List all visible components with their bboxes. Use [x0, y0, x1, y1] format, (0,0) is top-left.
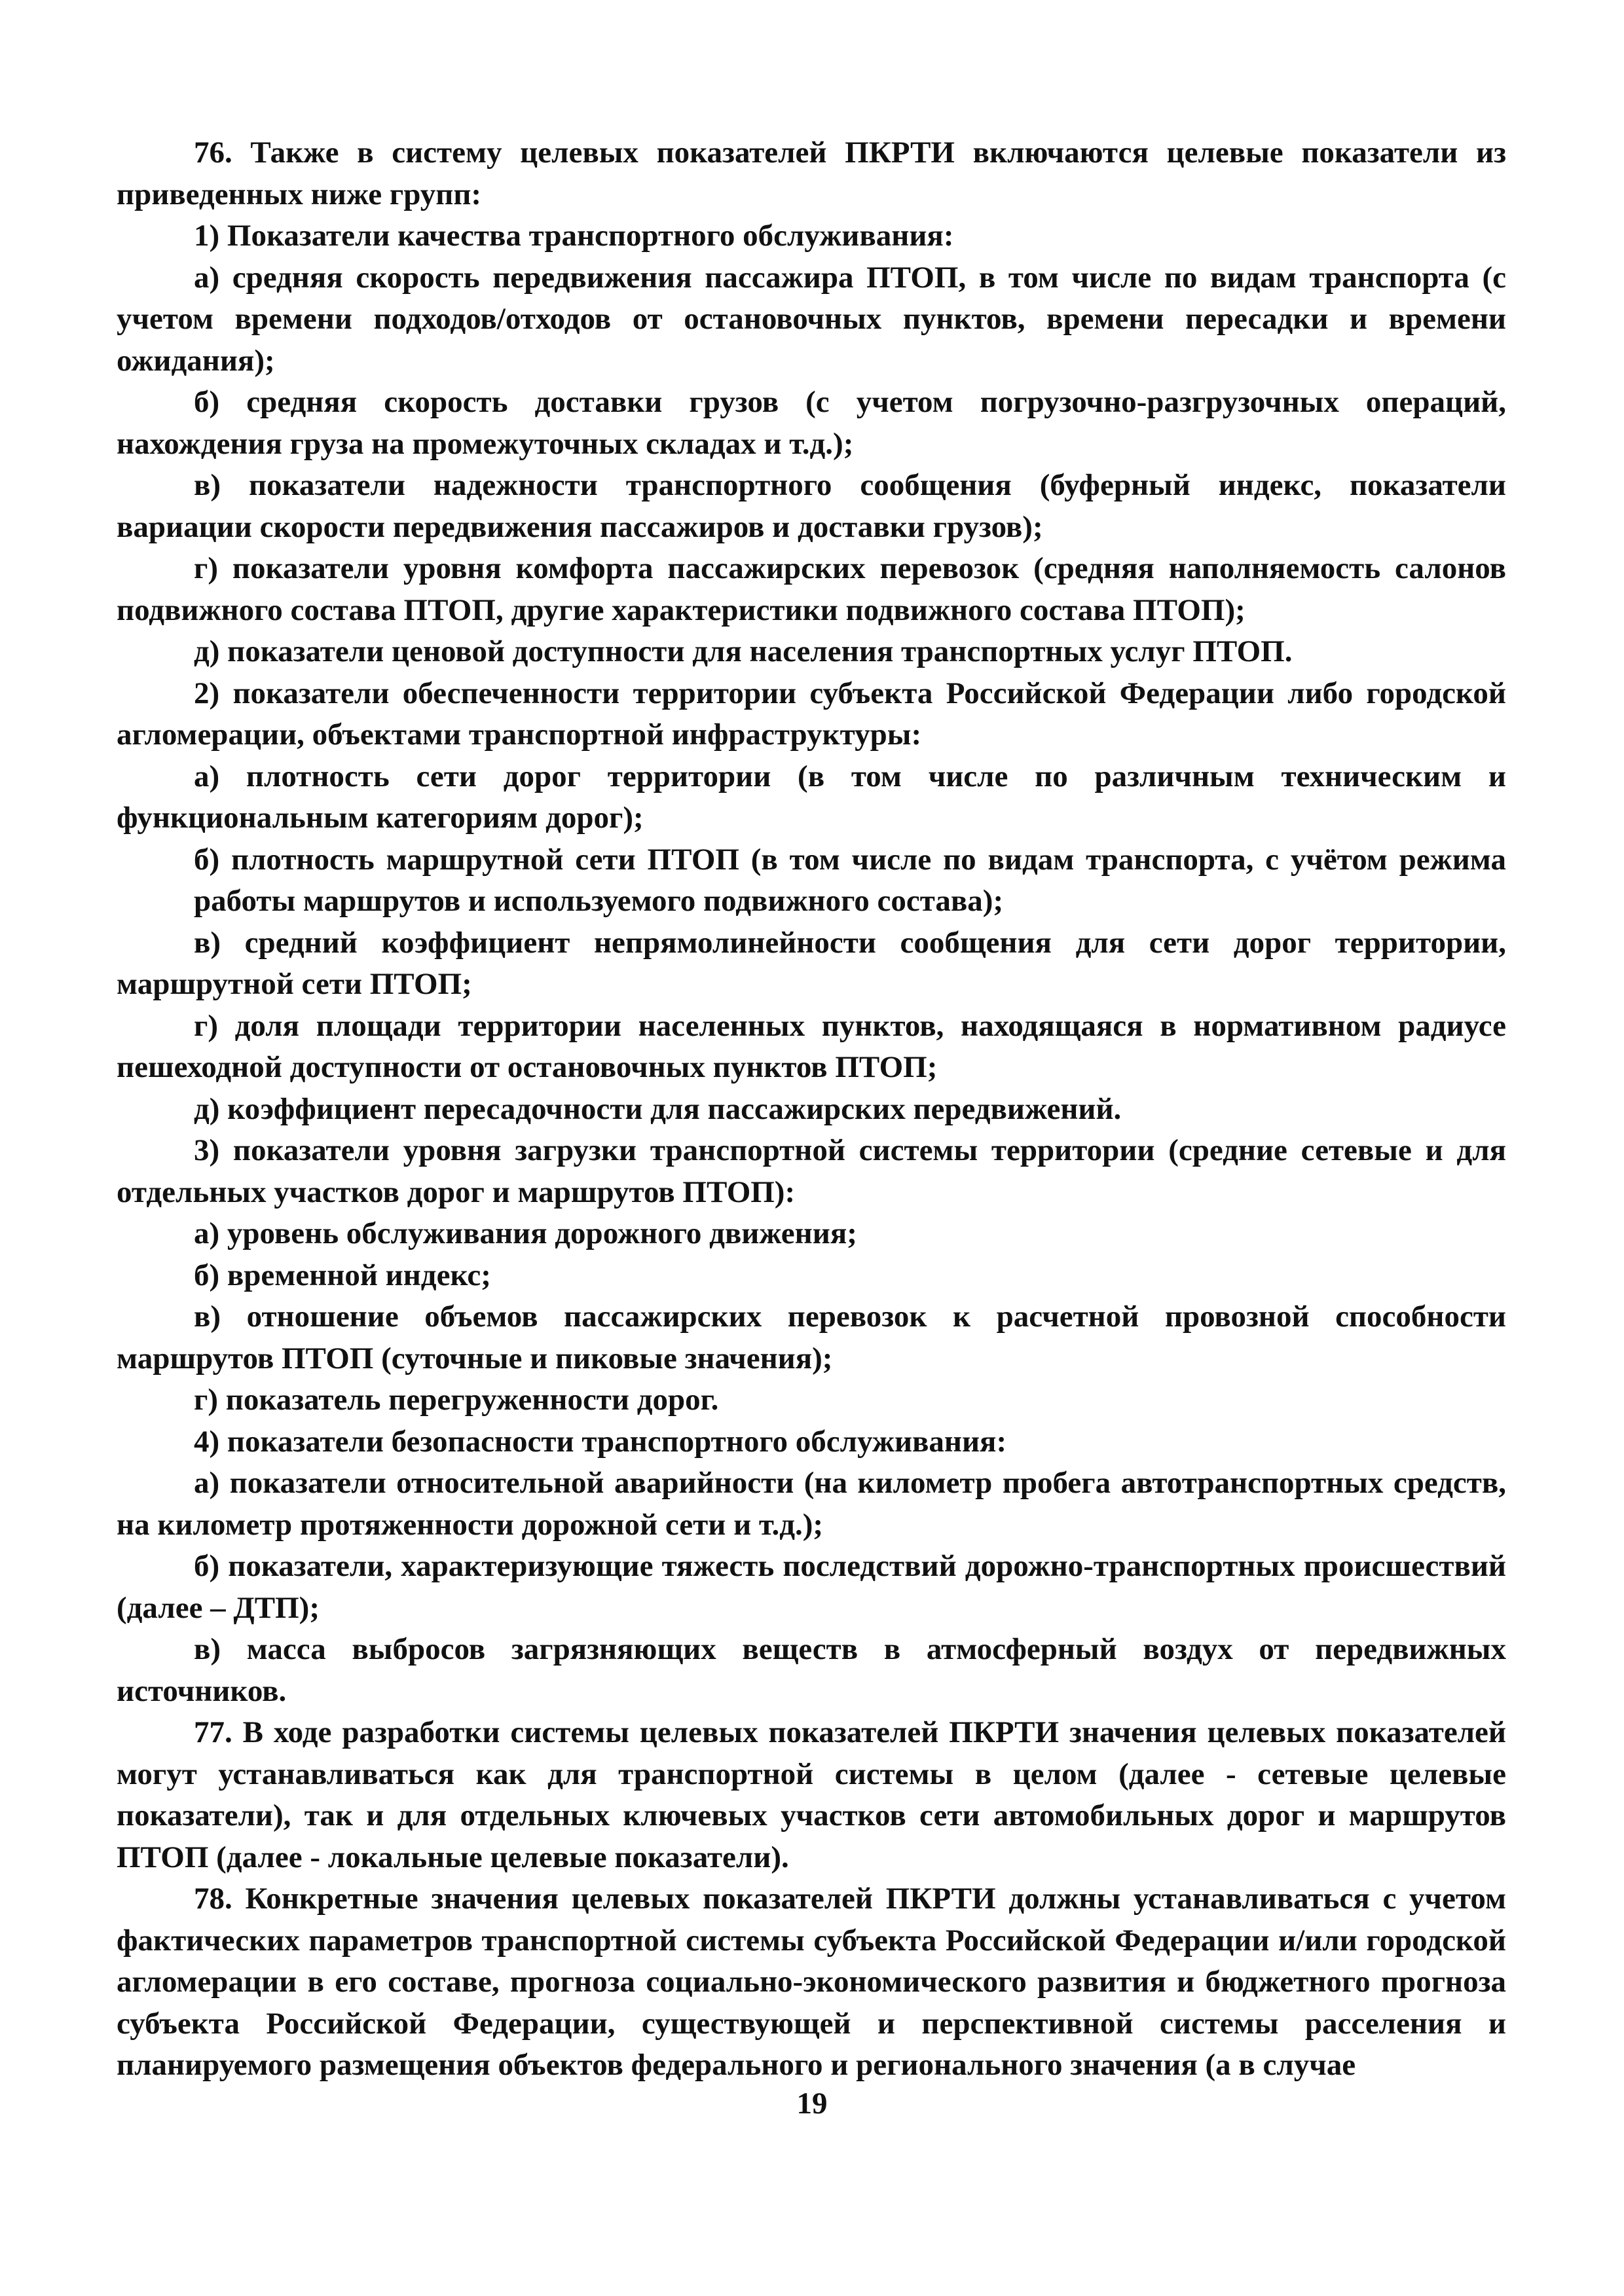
group-1-item-v: в) показатели надежности транспортного сообщения (буферный индекс, показатели вариации скорости передвижения пассажиров и доставки грузов);: [117, 468, 1506, 544]
page-number: 19: [796, 2086, 828, 2121]
group-1-heading: 1) Показатели качества транспортного обслуживания:: [194, 219, 954, 253]
group-1-item-g: г) показатели уровня комфорта пассажирских перевозок (средняя наполняемость салонов подвижного состава ПТОП, другие характеристики подвижного состава ПТОП);: [117, 551, 1506, 627]
group-2-item-a: а) плотность сети дорог территории (в том числе по различным техническим и функциональным категориям дорог);: [117, 759, 1506, 835]
paragraph-76: 76. Также в систему целевых показателей ПКРТИ включаются целевые показатели из приведенных ниже групп:: [117, 136, 1506, 211]
paragraph-78: 78. Конкретные значения целевых показателей ПКРТИ должны устанавливаться с учетом фактических параметров транспортной системы субъекта Российской Федерации и/или городской агломерации в его составе, прогноза социально-экономического развития и бюджетного прогноза субъекта Российской Федерации, существующей и перспективной системы расселения и планируемого размещения объектов федерального и регионального значения (а в случае: [117, 1882, 1506, 2082]
group-2-item-g: г) доля площади территории населенных пунктов, находящаяся в нормативном радиусе пешеходной доступности от остановочных пунктов ПТОП;: [117, 1008, 1506, 1084]
group-1-item-a: а) средняя скорость передвижения пассажира ПТОП, в том числе по видам транспорта (с учетом времени подходов/отходов от остановочных пунктов, времени пересадки и времени ожидания);: [117, 260, 1506, 378]
group-3-heading: 3) показатели уровня загрузки транспортной системы территории (средние сетевые и для отдельных участков дорог и маршрутов ПТОП):: [117, 1133, 1506, 1209]
group-4-item-a: а) показатели относительной аварийности (на километр пробега автотранспортных средств, на километр протяженности дорожной сети и т.д.);: [117, 1466, 1506, 1542]
group-3-item-b: б) временной индекс;: [194, 1258, 491, 1292]
group-2-heading: 2) показатели обеспеченности территории субъекта Российской Федерации либо городской агломерации, объектами транспортной инфраструктуры:: [117, 676, 1506, 752]
group-2-item-b: б) плотность маршрутной сети ПТОП (в том числе по видам транспорта, с учётом режима работы маршрутов и используемого подвижного состава);: [194, 842, 1506, 918]
group-3-item-g: г) показатель перегруженности дорог.: [194, 1383, 719, 1417]
document-page-body: [117, 132, 1506, 2086]
group-3-item-v: в) отношение объемов пассажирских перевозок к расчетной провозной способности маршрутов ПТОП (суточные и пиковые значения);: [117, 1300, 1506, 1376]
group-4-item-b: б) показатели, характеризующие тяжесть последствий дорожно-транспортных происшествий (далее – ДТП);: [117, 1549, 1506, 1625]
group-2-item-d: д) коэффициент пересадочности для пассажирских передвижений.: [194, 1091, 1122, 1126]
group-3-item-a: а) уровень обслуживания дорожного движения;: [194, 1216, 857, 1250]
group-2-item-v: в) средний коэффициент непрямолинейности сообщения для сети дорог территории, маршрутной сети ПТОП;: [117, 925, 1506, 1001]
group-4-heading: 4) показатели безопасности транспортного обслуживания:: [194, 1424, 1007, 1459]
group-1-item-b: б) средняя скорость доставки грузов (с учетом погрузочно-разгрузочных операций, нахождения груза на промежуточных складах и т.д.);: [117, 385, 1506, 461]
group-4-item-v: в) масса выбросов загрязняющих веществ в атмосферный воздух от передвижных источников.: [117, 1632, 1506, 1708]
group-1-item-d: д) показатели ценовой доступности для населения транспортных услуг ПТОП.: [194, 634, 1293, 668]
paragraph-77: 77. В ходе разработки системы целевых показателей ПКРТИ значения целевых показателей могут устанавливаться как для транспортной системы в целом (далее - сетевые целевые показатели), так и для отдельных ключевых участков сети автомобильных дорог и маршрутов ПТОП (далее - локальные целевые показатели).: [117, 1715, 1506, 1874]
